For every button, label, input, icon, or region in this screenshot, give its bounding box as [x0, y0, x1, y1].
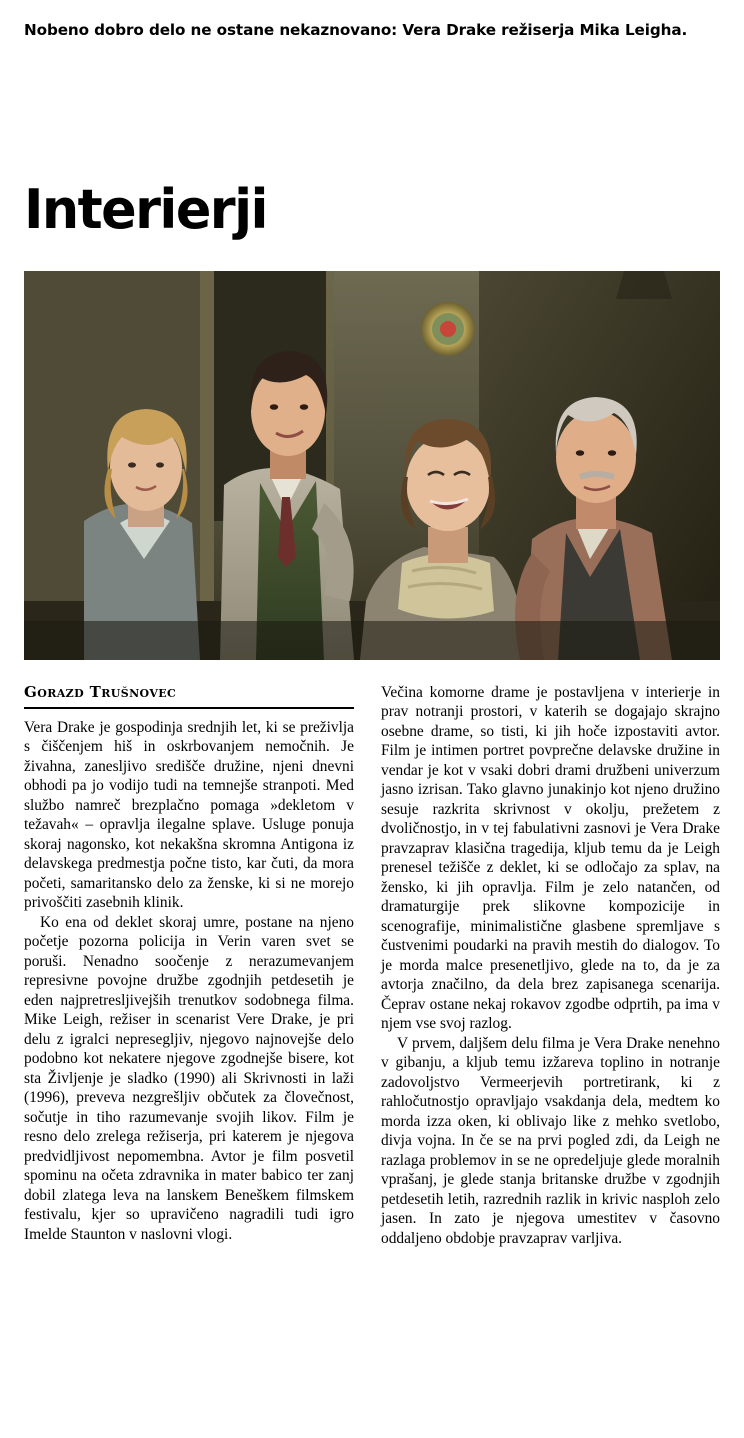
- byline: Gorazd Trušnovec: [24, 683, 177, 701]
- paragraph: Večina komorne drame je postavljena v interierje in prav notranji prostori, v katerih se dogajajo skrajno osebne drame, so tisti, ki jih hoče izpostaviti avtor. Film je intimen portret povprečne delavske družine in vendar je kot v vsaki dobri drami družbeni univerzum jasno izrisan. Tako glavno junakinjo kot njeno družino sesuje razkrita skrivnost v okolju, prežetem z dvoličnostjo, in v tej fabulativni zasnovi je Vera Drake pravzaprav klasična tragedija, kljub temu da je Leigh prenesel težišče z deklet, ki se odločajo za splav, na žensko, ki jih opravlja. Film je zelo natančen, od dramaturgije prek slikovne kompozicije in scenografije, minimalistične glasbene spremljave s čustvenimi poudarki na pravih mestih do dialogov. To je morda malce presenetljivo, glede na to, da je za avtorja značilno, da dela brez zapisanega scenarija. Čeprav ostane nekaj rokavov zgodbe odprtih, pa ima v njem vse svoj razlog.: [381, 684, 720, 1033]
- paragraph: Ko ena od deklet skoraj umre, postane na njeno početje pozorna policija in Verin varen svet se poruši. Nenadno soočenje z nerazumevanjem represivne povojne družbe zgodnjih petdesetih je eden najpretresljivejših trenutkov sodobnega filma. Mike Leigh, režiser in scenarist Vere Drake, je pri delu z igralci nepresegljiv, njegovo najnovejše delo podobno kot nekatere njegove zgodnejše bisere, kot sta Življenje je sladko (1990) ali Skrivnosti in laži (1996), preveva nezgrešljiv občutek za človečnost, sočutje in tiho razumevanje svojih likov. Film je resno delo zrelega režiserja, pri katerem je njegova predvidljivost nepomembna. Avtor je film posvetil spominu na očeta zdravnika in mater babico ter zanj dobil zlatega leva na lanskem Beneškem filmskem festivalu, kjer so upravičeno nagradili tudi igro Imelde Staunton v naslovni vlogi.: [24, 913, 354, 1243]
- byline-rule: [24, 707, 354, 709]
- photo-illustration: [24, 271, 720, 660]
- article-photo: [24, 271, 720, 660]
- paragraph: Vera Drake je gospodinja srednjih let, ki se preživlja s čiščenjem hiš in oskrbovanjem nemočnih. Je živahna, zanesljivo središče družine, njeni dnevni obhodi pa jo vodijo tudi na temnejše stranpoti. Med službo namreč brezplačno pomaga »dekletom v težavah« – opravlja ilegalne splave. Usluge ponuja skoraj nagonsko, kot nekakšna skromna Antigona iz delavskega predmestja počne tisto, kar čuti, da mora početi, samaritansko delo za ženske, ki si ne morejo privoščiti zasebnih klinik.: [24, 719, 354, 912]
- article-kicker: Nobeno dobro delo ne ostane nekaznovano: Vera Drake režiserja Mika Leigha.: [24, 21, 688, 39]
- body-column-right: [381, 683, 720, 1248]
- paragraph: V prvem, daljšem delu filma je Vera Drake nenehno v gibanju, a kljub temu izžareva toplino in notranje zadovoljstvo Vermeerjevih portretirank, ki z rahločutnostjo opravljajo vsakdanja dela, medtem ko morda izza oken, ki oblivajo like z mehko svetlobo, divja vojna. In če se na prvi pogled zdi, da Leigh ne razlaga problemov in se ne opredeljuje glede moralnih vprašanj, je glede stanja britanske družbe v zgodnjih petdesetih letih, razrednih razlik in krivic nasploh zelo jasen. In zato je njegova umestitev v časovno oddaljeno obdobje pravzaprav varljiva.: [381, 1034, 720, 1247]
- page-title: Interierji: [24, 178, 267, 241]
- body-column-left: [24, 718, 354, 1244]
